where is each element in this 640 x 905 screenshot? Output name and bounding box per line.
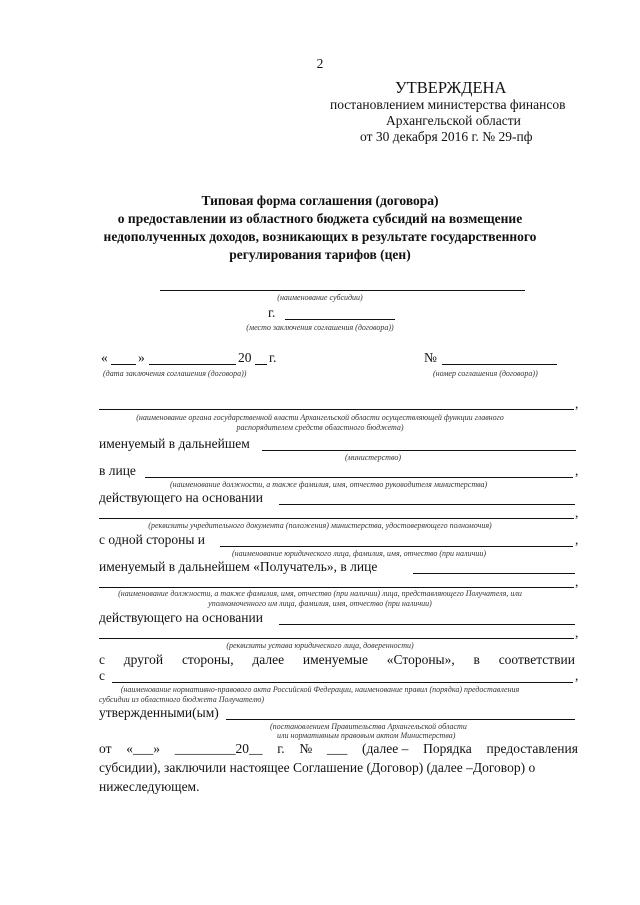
decree-caption-2: или нормативным правовым актом Министерства) (277, 731, 456, 740)
hereinafter-label: именуемый в дальнейшем (99, 436, 250, 451)
comma: , (575, 668, 579, 683)
word: в (473, 652, 480, 667)
place-caption: (место заключения соглашения (договора)) (246, 323, 394, 332)
approved-by-label: утвержденными(ым) (99, 705, 219, 720)
date-year: 20 (238, 350, 252, 365)
rep-caption-2: уполномоченного им лица, фамилия, имя, отчество (при наличии) (208, 599, 432, 608)
subsidy-name-caption: (наименование субсидии) (277, 293, 363, 302)
basis-field-2[interactable] (99, 518, 574, 519)
word: стороны, (181, 652, 234, 667)
date-open-quote: « (101, 350, 108, 365)
word: № (299, 741, 313, 756)
page-number: 2 (316, 56, 324, 71)
authority-field[interactable] (99, 409, 574, 410)
word: ___ (327, 741, 348, 756)
rules-caption: (наименование нормативно-правового акта Российской Федерации, наименование правил (порядка) предоставления (120, 685, 520, 694)
head-field[interactable] (145, 477, 573, 478)
recipient-rep-field-2[interactable] (99, 587, 574, 588)
number-caption: (номер соглашения (договора)) (433, 369, 538, 378)
word: далее (252, 652, 285, 667)
date-month-field[interactable] (149, 364, 236, 365)
with-prefix: с (99, 668, 105, 683)
word: г. (277, 741, 285, 756)
acting-basis-label-2: действующего на основании (99, 610, 263, 625)
authority-caption-2: распорядителем средств областного бюджета) (236, 423, 404, 432)
number-sign: № (424, 350, 437, 365)
comma: , (575, 463, 579, 478)
doc-title-line-3: недополученных доходов, возникающих в результате государственного (103, 229, 537, 244)
comma: , (575, 505, 579, 520)
rules-field[interactable] (112, 682, 573, 683)
word: соответствии (498, 652, 575, 667)
ministry-field[interactable] (262, 450, 576, 451)
comma: , (575, 396, 579, 411)
date-caption: (дата заключения соглашения (договора)) (103, 369, 247, 378)
word: с (99, 652, 105, 667)
final-line (99, 741, 578, 757)
in-person-label: в лице (99, 463, 136, 478)
approval-line-2: Архангельской области (386, 113, 521, 128)
word: от (99, 741, 112, 756)
ministry-caption: (министерство) (345, 453, 401, 462)
rep-caption: (наименование должности, а также фамилия, имя, отчество (при наличии) лица, представляющего Получателя, или (118, 589, 522, 598)
word: Порядка (423, 741, 472, 756)
date-close-quote: » (138, 350, 145, 365)
final-line-2: субсидии), заключили настоящее Соглашение (Договор) (далее –Договор) о (99, 760, 536, 775)
recipient-rep-field[interactable] (413, 573, 575, 574)
place-field[interactable] (285, 319, 395, 320)
basis-field-3[interactable] (279, 624, 575, 625)
basis-field[interactable] (279, 504, 575, 505)
acting-basis-label: действующего на основании (99, 490, 263, 505)
decree-caption: (постановлением Правительства Архангельской области (270, 722, 467, 731)
date-year-field[interactable] (255, 364, 267, 365)
comma: , (575, 532, 579, 547)
final-line-3: нижеследующем. (99, 779, 200, 794)
other-side-line (99, 652, 575, 668)
word: предоставления (486, 741, 578, 756)
city-prefix: г. (268, 305, 276, 320)
charter-caption-2: (реквизиты устава юридического лица, доверенности) (226, 641, 414, 650)
legal-entity-field[interactable] (220, 546, 573, 547)
charter-caption: (реквизиты учредительного документа (положения) министерства, удостоверяющего полномочия) (148, 521, 492, 530)
word: другой (123, 652, 164, 667)
legal-entity-caption: (наименование юридического лица, фамилия, имя, отчество (при наличии) (232, 549, 486, 558)
word: (далее – (362, 741, 409, 756)
doc-title-line-4: регулирования тарифов (цен) (229, 247, 411, 262)
approval-line-1: постановлением министерства финансов (330, 97, 566, 112)
recipient-label: именуемый в дальнейшем «Получатель», в лице (99, 559, 378, 574)
subsidy-name-field[interactable] (160, 290, 525, 291)
word: «___» (126, 741, 160, 756)
head-caption: (наименование должности, а также фамилия, имя, отчество руководителя министерства) (170, 480, 488, 489)
one-side-label: с одной стороны и (99, 532, 206, 547)
doc-title-line-2: о предоставлении из областного бюджета субсидий на возмещение (117, 211, 523, 226)
approval-title: УТВЕРЖДЕНА (395, 78, 507, 97)
comma: , (575, 625, 579, 640)
word: «Стороны», (386, 652, 455, 667)
comma: , (575, 574, 579, 589)
agreement-number-field[interactable] (442, 364, 557, 365)
decree-field[interactable] (226, 719, 575, 720)
word: именуемые (302, 652, 368, 667)
approval-line-3: от 30 декабря 2016 г. № 29-пф (360, 129, 533, 144)
rules-caption-2: субсидии из областного бюджета Получателю) (99, 695, 265, 704)
word: _________20__ (174, 741, 263, 756)
authority-caption: (наименование органа государственной власти Архангельской области осуществляющей функции главного (136, 413, 504, 422)
doc-title: Типовая форма соглашения (договора) (201, 193, 439, 208)
date-year-suffix: г. (269, 350, 277, 365)
date-day-field[interactable] (111, 364, 136, 365)
basis-field-4[interactable] (99, 638, 574, 639)
